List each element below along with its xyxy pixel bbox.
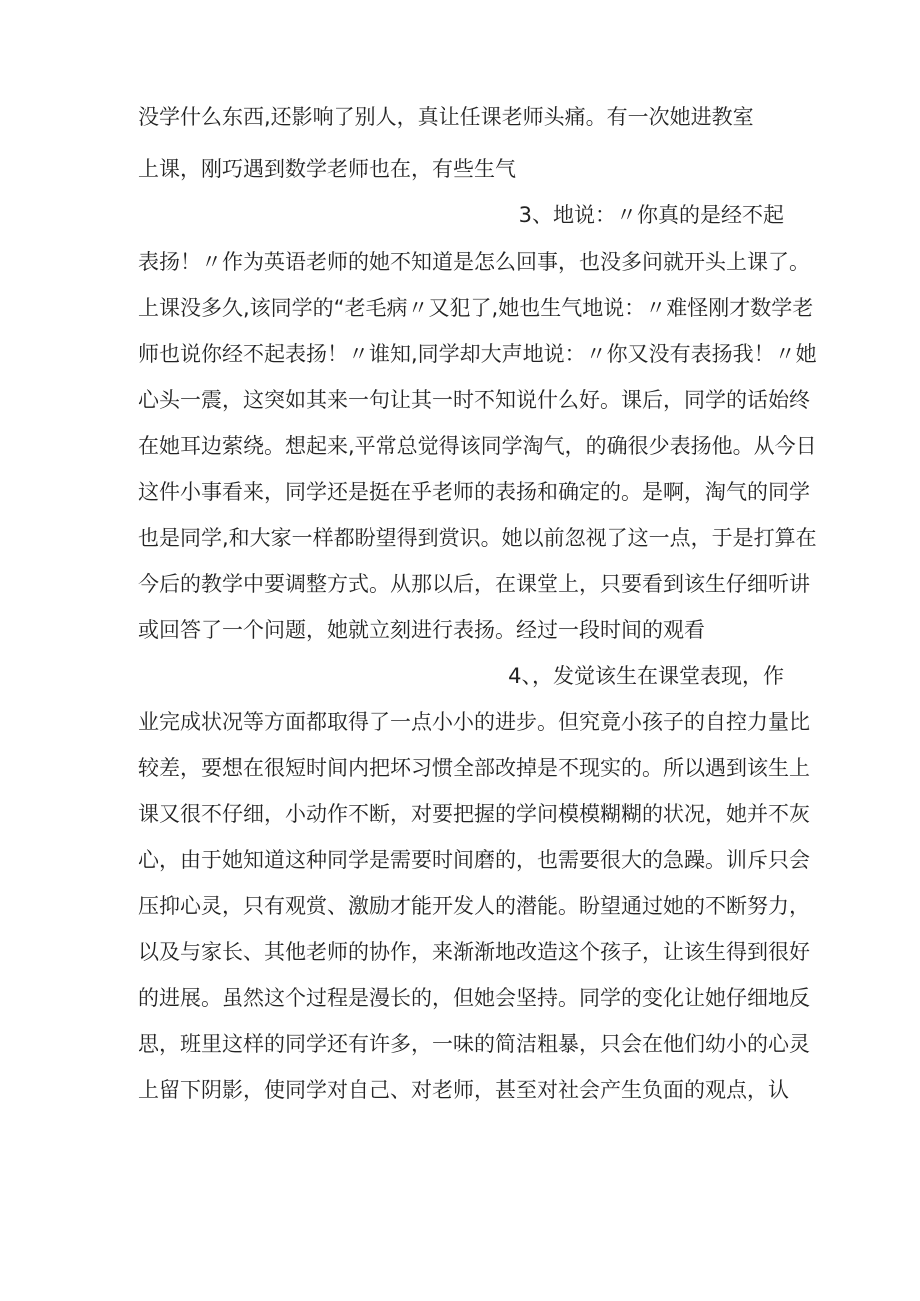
text-line: 表扬！〃作为英语老师的她不知道是怎么回事，也没多问就开头上课了。 [138,250,810,274]
text-line: 也是同学,和大家一样都盼望得到赏识。她以前忽视了这一点，于是打算在 [138,526,817,550]
text-line: 上留下阴影，使同学对自己、对老师，甚至对社会产生负面的观点，认 [138,1078,789,1102]
text-line: 没学什么东西,还影响了别人，真让任课老师头痛。有一次她进教室 [138,105,754,129]
text-line: 课又很不仔细，小动作不断，对要把握的学问模模糊糊的状况，她并不灰 [138,802,810,826]
text-line: 这件小事看来，同学还是挺在乎老师的表扬和确定的。是啊，淘气的同学 [138,480,810,504]
text-line: 上课，刚巧遇到数学老师也在，有些生气 [138,157,516,181]
text-line: 业完成状况等方面都取得了一点小小的进步。但究竟小孩子的自控力量比 [138,710,810,734]
section-marker-line: 4、，发觉该生在课堂表现，作 [508,664,784,688]
text-line: 的进展。虽然这个过程是漫长的，但她会坚持。同学的变化让她仔细地反 [138,986,810,1010]
text-line: 今后的教学中要调整方式。从那以后，在课堂上，只要看到该生仔细听讲 [138,572,810,596]
text-line: 师也说你经不起表扬！〃谁知,同学却大声地说：〃你又没有表扬我！〃她 [138,342,817,366]
text-line: 心，由于她知道这种同学是需要时间磨的，也需要很大的急躁。训斥只会 [138,848,810,872]
text-line: 心头一震，这突如其来一句让其一时不知说什么好。课后，同学的话始终 [138,388,810,412]
text-line: 思，班里这样的同学还有许多，一味的简洁粗暴，只会在他们幼小的心灵 [138,1032,810,1056]
text-line: 较差，要想在很短时间内把坏习惯全部改掉是不现实的。所以遇到该生上 [138,756,810,780]
text-line: 上课没多久,该同学的“老毛病〃又犯了,她也生气地说：〃难怪刚才数学老 [138,296,814,320]
text-line: 在她耳边萦绕。想起来,平常总觉得该同学淘气，的确很少表扬他。从今日 [138,434,817,458]
text-line: 以及与家长、其他老师的协作，来渐渐地改造这个孩子，让该生得到很好 [138,940,810,964]
text-line: 压抑心灵，只有观赏、激励才能开发人的潜能。盼望通过她的不断努力， [138,894,810,918]
text-line: 或回答了一个问题，她就立刻进行表扬。经过一段时间的观看 [138,618,705,642]
section-marker-line: 3、地说：〃你真的是经不起 [518,203,784,227]
